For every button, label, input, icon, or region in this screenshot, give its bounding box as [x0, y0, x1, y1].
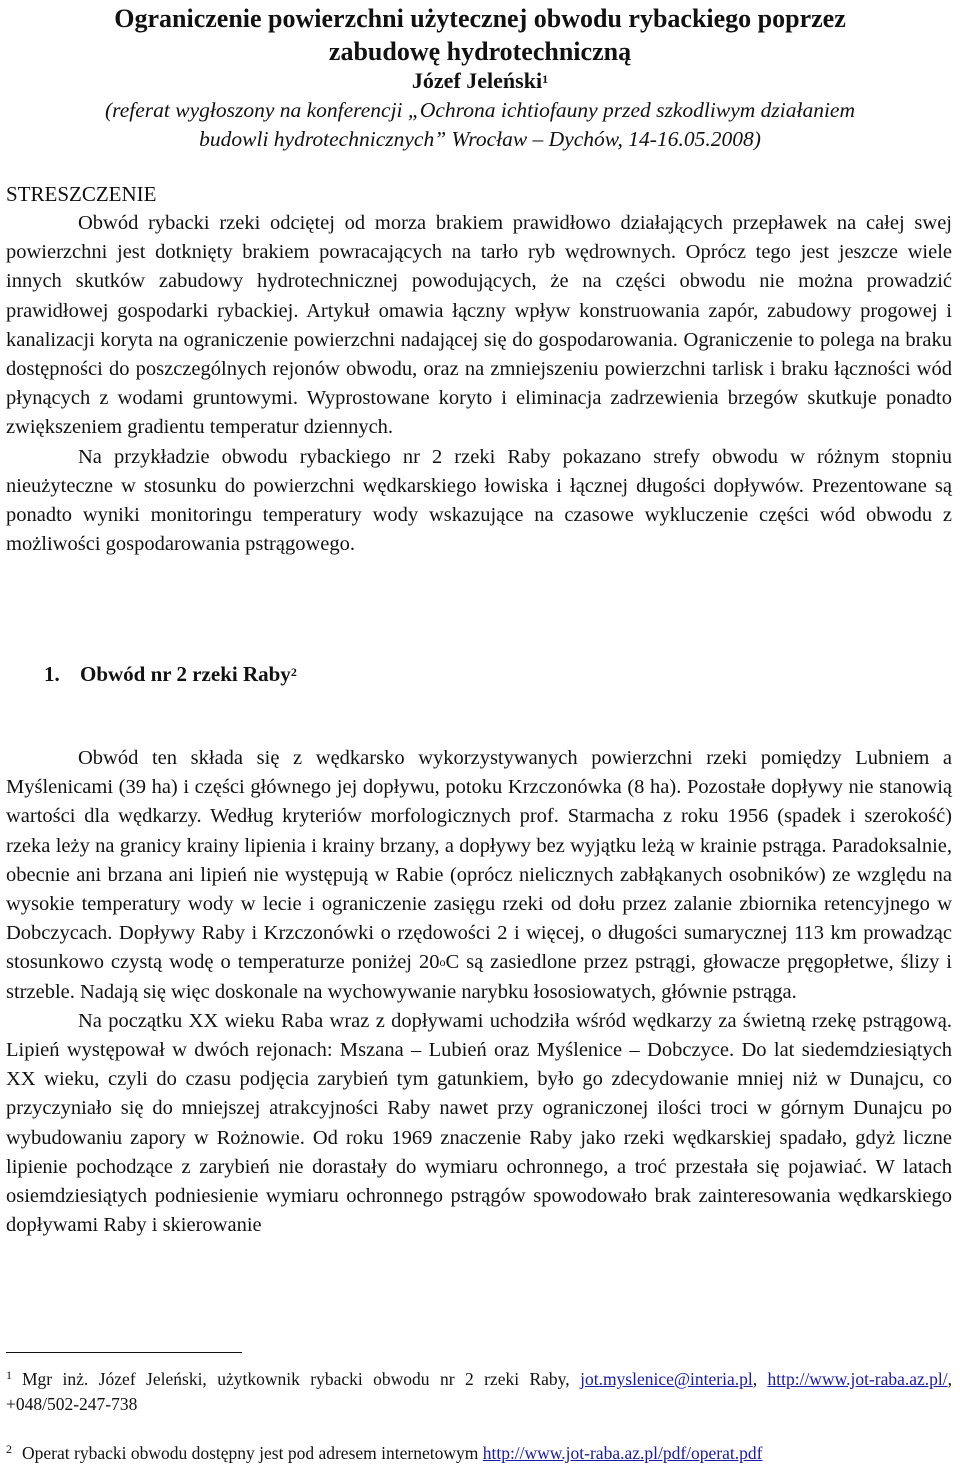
footnote-1-separator: ,: [752, 1369, 768, 1389]
document-title: [20, 2, 940, 68]
section-body: [6, 744, 952, 1240]
footnote-separator: [6, 1352, 242, 1353]
abstract-heading: STRESZCZENIE: [6, 182, 157, 206]
section-paragraph-1: [6, 744, 952, 1007]
title-line-2: zabudowę hydrotechniczną: [328, 37, 632, 66]
author-name: Józef Jeleński: [411, 68, 543, 93]
footnote-1-text: Mgr inż. Józef Jeleński, użytkownik rybacki obwodu nr 2 rzeki Raby,: [22, 1369, 581, 1389]
footnote-2: [6, 1441, 952, 1466]
footnote-2-number: 2: [6, 1442, 12, 1456]
footnote-2-text: Operat rybacki obwodu dostępny jest pod adresem internetowym: [22, 1443, 483, 1463]
author-line: [20, 68, 940, 94]
subtitle-line-2: budowli hydrotechnicznych” Wrocław – Dychów, 14-16.05.2008): [199, 127, 761, 151]
subtitle-line-1: (referat wygłoszony na konferencji „Ochrona ichtiofauny przed szkodliwym działaniem: [104, 98, 855, 122]
section-title: Obwód nr 2 rzeki Raby: [80, 662, 291, 686]
abstract-body: [6, 209, 952, 559]
section-number: 1.: [44, 662, 60, 686]
section-heading: [44, 659, 297, 689]
footnote-1: [6, 1367, 952, 1417]
author-footnote-ref[interactable]: 1: [542, 72, 549, 86]
section-paragraph-2: Na początku XX wieku Raba wraz z dopływami uchodziła wśród wędkarzy za świetną rzekę pstrągową. Lipień występował w dwóch rejonach: Mszana – Lubień oraz Myślenice – Dobczyce. Do lat siedemdziesiątych XX wieku, czyli do czasu podjęcia zarybień tym gatunkiem, było go zdecydowanie mniej niż w Dunajcu, co przyczyniało się do mniejszej atrakcyjności Raby nawet przy ograniczonej ilości troci w górnym Dunajcu po wybudowaniu zapory w Rożnowie. Od roku 1969 znaczenie Raby jako rzeki wędkarskiej spadało, gdyż liczne lipienie pochodzące z zarybień nie dorastały do wymiaru ochronnego, a troć przestała się pojawiać. W latach osiemdziesiątych podniesienie wymiaru ochronnego pstrągów spowodowało brak zainteresowania wędkarskiego dopływami Raby i skierowanie: [6, 1009, 952, 1237]
email-link[interactable]: jot.myslenice@interia.pl: [580, 1369, 753, 1389]
footnote-1-tail: , +048/502-247-738: [6, 1369, 953, 1414]
section-footnote-ref[interactable]: 2: [290, 665, 297, 679]
footnote-1-number: 1: [6, 1368, 12, 1382]
website-link[interactable]: http://www.jot-raba.az.pl/: [767, 1369, 948, 1389]
degree-sup: o: [439, 955, 446, 970]
conference-subtitle: [20, 96, 940, 154]
abstract-paragraph-2: Na przykładzie obwodu rybackiego nr 2 rzeki Raby pokazano strefy obwodu w różnym stopniu nieużyteczne w stosunku do powierzchni wędkarskiego łowiska i łącznej długości dopływów. Prezentowane są ponadto wyniki monitoringu temperatury wody wskazujące na czasowe wykluczenie części wód obwodu z możliwości gospodarowania pstrągowego.: [6, 445, 952, 556]
section-paragraph-1-b: C są zasiedlone przez pstrągi, głowacze pręgopłetwe, ślizy i strzeble. Nadają się więc doskonale na wychowywanie narybku łososiowatych, głównie pstrąga.: [6, 951, 952, 1003]
operat-pdf-link[interactable]: http://www.jot-raba.az.pl/pdf/operat.pdf: [482, 1443, 763, 1463]
title-line-1: Ograniczenie powierzchni użytecznej obwodu rybackiego poprzez: [114, 4, 846, 33]
abstract-paragraph-1: Obwód rybacki rzeki odciętej od morza brakiem prawidłowo działających przepławek na całej swej powierzchni jest dotknięty brakiem powracających na tarło ryb wędrownych. Oprócz tego jest jeszcze wiele innych skutków zabudowy hydrotechnicznej powodujących, że na części obwodu nie można prowadzić prawidłowej gospodarki rybackiej. Artykuł omawia łączny wpływ konstruowania zapór, zabudowy progowej i kanalizacji koryta na ograniczenie powierzchni nadającej się do gospodarowania. Ograniczenie to polega na braku dostępności do poszczególnych rejonów obwodu, oraz na zmniejszeniu powierzchni tarlisk i braku łączności wód płynących z wodami gruntowymi. Wyprostowane koryto i eliminacja zadrzewienia brzegów skutkuje ponadto zwiększeniem gradientu temperatur dziennych.: [6, 212, 952, 439]
section-paragraph-1-a: Obwód ten składa się z wędkarsko wykorzystywanych powierzchni rzeki pomiędzy Lubniem a Myślenicami (39 ha) i części głównego jej dopływu, potoku Krzczonówka (8 ha). Pozostałe dopływy nie stanowią wartości dla wędkarzy. Według kryteriów morfologicznych prof. Starmacha z roku 1956 (spadek i szerokość) rzeka leży na granicy krainy lipienia i krainy brzany, a dopływy bez wyjątku leżą w krainie pstrąga. Paradoksalnie, obecnie ani brzana ani lipień nie występują w Rabie (oprócz nielicznych zabłąkanych osobników) ze względu na wysokie temperatury wody w lecie i ograniczenie zasięgu rzeki od dołu przez zalanie zbiornika retencyjnego w Dobczycach. Dopływy Raby i Krzczonówki o rzędowości 2 i więcej, o długości sumarycznej 113 km prowadząc stosunkowo czystą wodę o temperaturze poniżej 20: [6, 747, 952, 974]
